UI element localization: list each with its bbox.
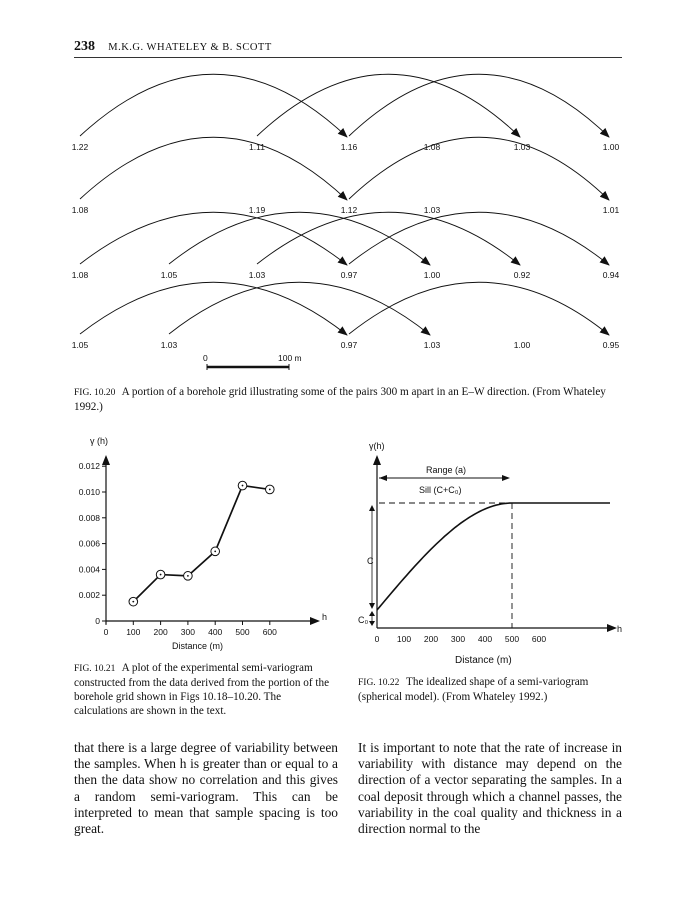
c0-label: C₀ (358, 615, 369, 625)
body-right-column: It is important to note that the rate of increase in variability with distance may depend on the direction of a vector separating the samples. In a coal deposit through which a channel passes, the variability in the coal quality and thickness in a direction normal to the (358, 740, 622, 837)
borehole-value: 1.03 (423, 340, 441, 350)
borehole-value: 1.00 (513, 340, 531, 350)
pair-arc (80, 137, 347, 200)
pair-arc (349, 282, 609, 335)
fig22-caption-text: The idealized shape of a semi-variogram (spherical model). (From Whateley 1992.) (358, 676, 589, 703)
y-tick-label: 0.012 (78, 461, 100, 472)
borehole-value: 1.03 (423, 205, 441, 215)
borehole-value: 0.97 (340, 340, 358, 350)
fig22-axes (369, 441, 622, 666)
borehole-value: 1.11 (249, 142, 265, 152)
pair-arc (169, 282, 430, 335)
pair-arc (257, 212, 520, 265)
x-tick-label: 600 (531, 634, 547, 644)
borehole-value: 1.05 (71, 340, 89, 350)
x-tick-label: 600 (262, 627, 277, 637)
x-tick-label: 400 (208, 627, 223, 637)
x-tick-label: 0 (374, 634, 380, 644)
fig21-number: FIG. 10.21 (74, 664, 116, 674)
running-authors: M.K.G. WHATELEY & B. SCOTT (108, 42, 272, 53)
y-tick-label: 0.008 (78, 512, 100, 523)
pair-arc (349, 74, 609, 137)
borehole-value: 1.05 (160, 270, 178, 280)
borehole-value: 1.03 (513, 142, 531, 152)
y-tick-label: 0 (95, 616, 100, 626)
fig21-ylabel: γ (h) (90, 436, 108, 446)
y-tick-label: 0.004 (78, 564, 100, 575)
borehole-value: 1.08 (71, 270, 89, 280)
figure-10-21-semivariogram (60, 435, 340, 655)
pair-arc (80, 74, 347, 137)
pair-arc (169, 212, 430, 265)
borehole-value: 0.97 (340, 270, 358, 280)
borehole-value: 1.12 (340, 205, 358, 215)
range-label: Range (a) (426, 465, 467, 475)
pair-arc (80, 282, 347, 335)
fig22-ticks (375, 634, 547, 644)
x-tick-label: 500 (504, 634, 520, 644)
x-tick-label: 200 (153, 627, 168, 637)
fig22-caption (358, 675, 622, 704)
pair-arc (349, 137, 609, 200)
scale-zero: 0 (203, 353, 208, 363)
fig21-caption-text: A plot of the experimental semi-variogram constructed from the data derived from the portion of the borehole grid shown in Figs 10.18–10.20. The calculations are shown in the text. (74, 662, 330, 717)
figure-10-20-borehole-grid (0, 0, 691, 380)
semivariogram-line (133, 486, 269, 602)
fig21-axes (90, 436, 327, 651)
scale-end: 100 m (278, 353, 302, 363)
x-tick-label: 300 (450, 634, 466, 644)
y-tick-label: 0.006 (78, 538, 100, 549)
x-tick-label: 100 (126, 627, 141, 637)
data-point-dot (132, 601, 134, 603)
y-tick-label: 0.010 (78, 487, 100, 497)
x-tick-label: 300 (180, 627, 195, 637)
c-label: C (367, 556, 374, 566)
sill-label: Sill (C+C₀) (419, 485, 462, 495)
borehole-values (72, 142, 620, 350)
borehole-value: 1.03 (248, 270, 266, 280)
y-tick-label: 0.002 (78, 590, 100, 601)
fig21-h-label: h (322, 612, 328, 622)
borehole-value: 1.01 (602, 205, 620, 215)
x-tick-label: 100 (396, 634, 412, 644)
fig21-series (129, 481, 274, 606)
pair-arc (257, 74, 520, 137)
fig20-caption-text: A portion of a borehole grid illustrating some of the pairs 300 m apart in an E–W direction. (From Whateley 1992.) (74, 386, 606, 413)
spherical-model-curve (377, 503, 610, 610)
borehole-value: 1.00 (423, 270, 441, 280)
fig20-number: FIG. 10.20 (74, 388, 116, 398)
x-tick-label: 0 (103, 627, 109, 637)
data-point-dot (160, 574, 162, 576)
data-point-dot (187, 575, 189, 577)
borehole-value: 0.92 (513, 270, 531, 280)
borehole-value: 1.19 (248, 205, 266, 215)
data-point-dot (214, 550, 216, 552)
page-number: 238 (74, 39, 95, 54)
body-left-column: that there is a large degree of variability between the samples. When h is greater than or equal to a then the data show no correlation and this gives a random semi-variogram. This can be interpreted to mean that sample spacing is too great. (74, 740, 338, 837)
pair-arc (349, 212, 609, 265)
borehole-value: 1.16 (340, 142, 358, 152)
fig21-caption (74, 661, 336, 718)
pair-arc (80, 212, 347, 265)
fig22-number: FIG. 10.22 (358, 678, 400, 688)
x-tick-label: 200 (423, 634, 439, 644)
fig22-ylabel: γ(h) (369, 441, 385, 451)
borehole-value: 1.08 (71, 205, 89, 215)
fig20-caption (74, 385, 622, 414)
borehole-value: 1.22 (71, 142, 89, 152)
x-tick-label: 500 (235, 627, 250, 637)
x-tick-label: 400 (477, 634, 493, 644)
fig22-annotations (358, 465, 512, 628)
borehole-value: 1.08 (423, 142, 441, 152)
borehole-value: 1.00 (602, 142, 620, 152)
borehole-value: 1.03 (160, 340, 178, 350)
figure-10-22-idealized-semivariogram (355, 435, 635, 670)
fig21-ticks (79, 461, 277, 637)
borehole-value: 0.95 (602, 340, 620, 350)
fig22-h-label: h (617, 624, 623, 634)
scale-bar (203, 353, 302, 370)
data-point-dot (242, 485, 244, 487)
borehole-value: 0.94 (602, 270, 620, 280)
fig21-xlabel: Distance (m) (172, 641, 224, 651)
data-point-dot (269, 489, 271, 491)
fig22-xlabel: Distance (m) (455, 655, 512, 666)
